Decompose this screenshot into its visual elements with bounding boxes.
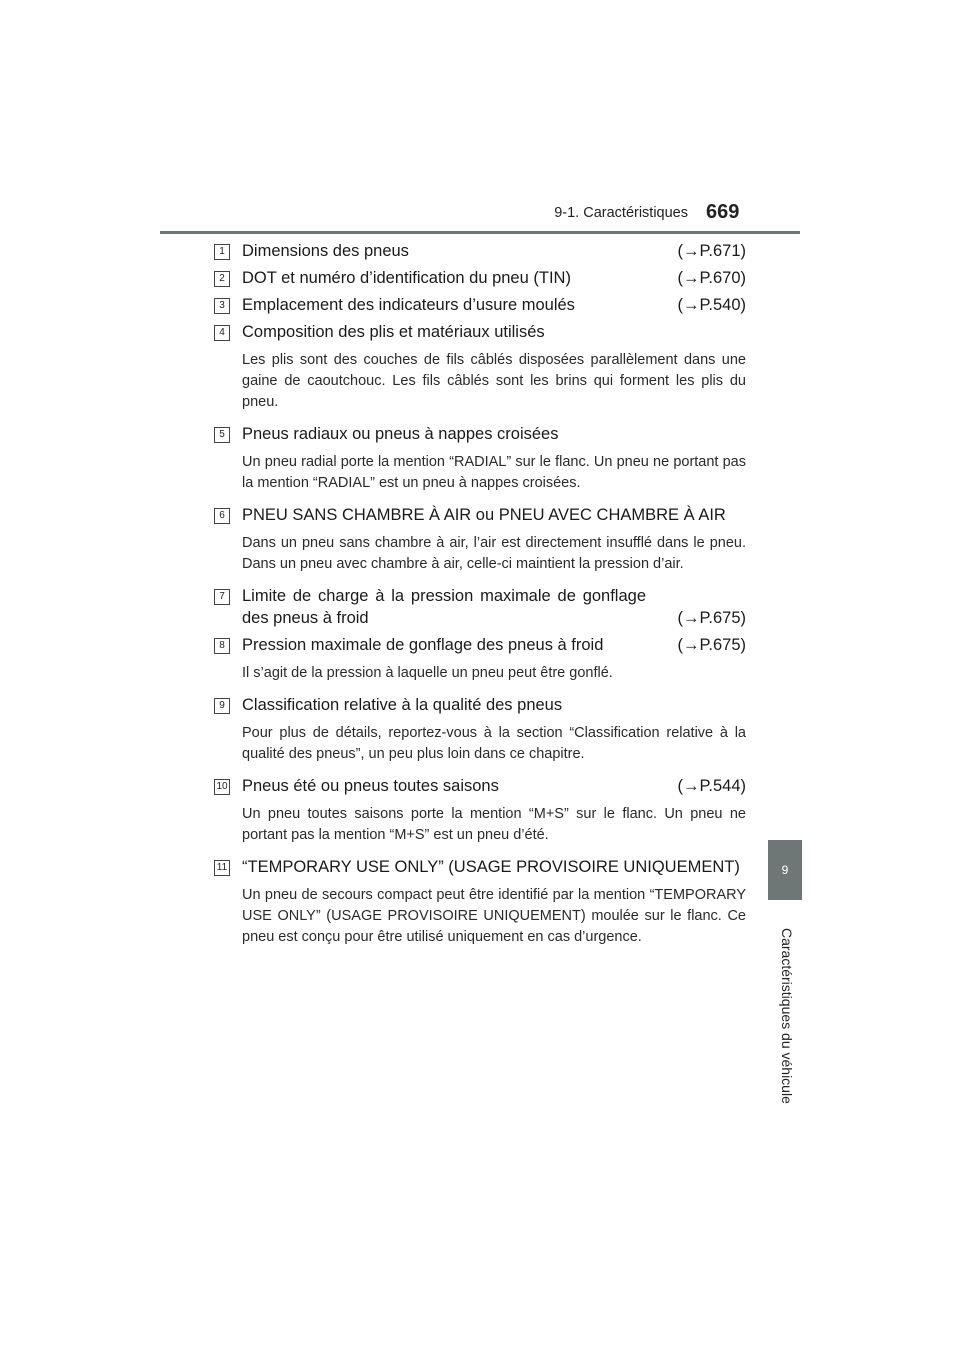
item-title-text: DOT et numéro d’identification du pneu (TIN) [242, 269, 571, 287]
item-number: 9 [214, 698, 230, 714]
page-reference-link[interactable]: (→P.540) [677, 296, 746, 314]
item-title-text: Pneus radiaux ou pneus à nappes croisées [242, 425, 559, 443]
item-title [242, 321, 746, 343]
page-reference-link[interactable]: (→P.675) [677, 636, 746, 654]
list-item [214, 240, 746, 262]
item-title-text: Limite de charge à la pression maximale de gonflage des pneus à froid [242, 587, 646, 627]
list-item [214, 634, 746, 684]
item-title-text: Classification relative à la qualité des pneus [242, 696, 563, 714]
header-divider [160, 231, 800, 234]
item-description: Dans un pneu sans chambre à air, l’air est directement insufflé dans le pneu. Dans un pneu avec chambre à air, celle-ci maintient la pression d’air. [242, 535, 746, 572]
list-item [214, 267, 746, 289]
chapter-number: 9 [781, 863, 789, 877]
item-title [242, 634, 746, 656]
list-item [214, 321, 746, 413]
item-title [242, 294, 746, 316]
item-title [242, 267, 746, 289]
item-title [242, 775, 746, 797]
item-number: 7 [214, 589, 230, 605]
list-item [214, 775, 746, 846]
item-title [242, 694, 746, 716]
list-item [214, 856, 746, 948]
list-item [214, 423, 746, 494]
item-number: 8 [214, 638, 230, 654]
chapter-tab[interactable] [768, 840, 802, 900]
item-number: 5 [214, 427, 230, 443]
page-reference-link[interactable]: (→P.670) [677, 269, 746, 287]
item-number: 4 [214, 325, 230, 341]
item-description: Un pneu toutes saisons porte la mention “M+S” sur le flanc. Un pneu ne portant pas la mention “M+S” est un pneu d’été. [242, 806, 746, 843]
page-number: 669 [706, 201, 740, 223]
item-title [242, 585, 746, 629]
page-reference-link[interactable]: (→P.671) [677, 242, 746, 260]
list-item [214, 585, 746, 629]
item-title-text: “TEMPORARY USE ONLY” (USAGE PROVISOIRE UNIQUEMENT) [242, 858, 740, 876]
item-title [242, 504, 746, 526]
item-title [242, 423, 746, 445]
item-description: Un pneu radial porte la mention “RADIAL” sur le flanc. Un pneu ne portant pas la mention “RADIAL” est un pneu à nappes croisées. [242, 454, 746, 491]
item-title [242, 856, 746, 878]
item-number: 1 [214, 244, 230, 260]
item-description: Un pneu de secours compact peut être identifié par la mention “TEMPORARY USE ONLY” (USAGE PROVISOIRE UNIQUEMENT) moulée sur le flanc. Ce pneu est conçu pour être utilisé uniquement en cas d’urgence. [242, 887, 746, 945]
item-title-text: Composition des plis et matériaux utilisés [242, 323, 545, 341]
item-number: 2 [214, 271, 230, 287]
chapter-label: Caractéristiques du véhicule [779, 928, 795, 1104]
page-reference-link[interactable]: (→P.675) [677, 609, 746, 627]
list-item [214, 504, 746, 575]
item-title-text: Dimensions des pneus [242, 242, 409, 260]
item-description: Il s’agit de la pression à laquelle un pneu peut être gonflé. [242, 665, 613, 681]
tire-label-legend [214, 240, 746, 948]
item-title [242, 240, 746, 262]
section-title: 9-1. Caractéristiques [554, 205, 688, 221]
item-description: Les plis sont des couches de fils câblés disposées parallèlement dans une gaine de caoutchouc. Les fils câblés sont les brins qui forment les plis du pneu. [242, 352, 746, 410]
list-item [214, 694, 746, 765]
item-number: 11 [214, 860, 230, 876]
item-number: 10 [214, 779, 230, 795]
item-number: 6 [214, 508, 230, 524]
item-title-text: Pression maximale de gonflage des pneus à froid [242, 636, 604, 654]
item-title-text: Emplacement des indicateurs d’usure moulés [242, 296, 575, 314]
item-title-text: Pneus été ou pneus toutes saisons [242, 777, 499, 795]
item-number: 3 [214, 298, 230, 314]
item-title-text: PNEU SANS CHAMBRE À AIR ou PNEU AVEC CHAMBRE À AIR [242, 506, 726, 524]
page-reference-link[interactable]: (→P.544) [677, 777, 746, 795]
list-item [214, 294, 746, 316]
item-description: Pour plus de détails, reportez-vous à la section “Classification relative à la qualité des pneus”, un peu plus loin dans ce chapitre. [242, 725, 746, 762]
